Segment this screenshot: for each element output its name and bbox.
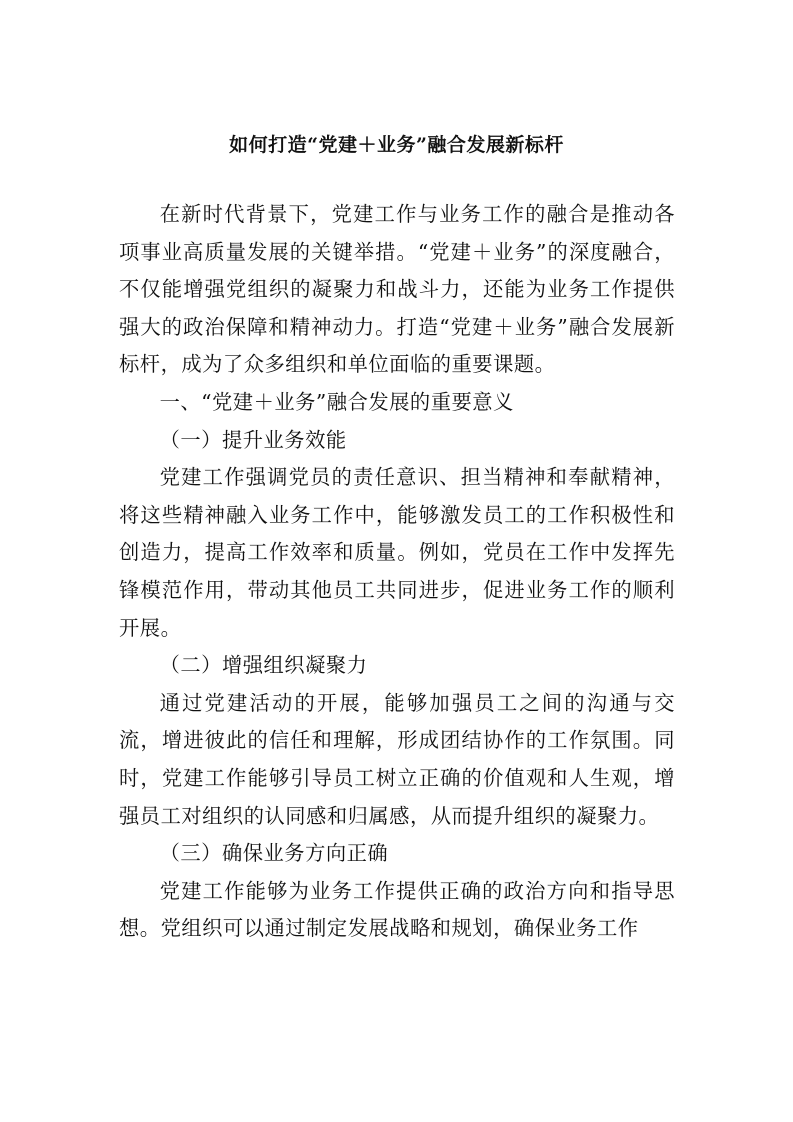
section-1-heading: 一、“党建＋业务”融合发展的重要意义	[159, 389, 514, 414]
subsection-3-heading: （三）确保业务方向正确	[159, 841, 389, 866]
document-title: 如何打造“党建＋业务”融合发展新标杆	[229, 134, 564, 156]
intro-paragraph: 在新时代背景下，党建工作与业务工作的融合是推动各项事业高质量发展的关键举措。“党建＋业务”的深度融合，不仅能增强党组织的凝聚力和战斗力，还能为业务工作提供强大的政治保障和精神动力。打造“党建＋业务”融合发展新标杆，成为了众多组织和单位面临的重要课题。	[119, 202, 675, 377]
document-body	[119, 196, 675, 948]
subsection-2-heading: （二）增强组织凝聚力	[159, 653, 368, 678]
subsection-1-heading: （一）提升业务效能	[159, 427, 347, 452]
subsection-1-paragraph: 党建工作强调党员的责任意识、担当精神和奉献精神，将这些精神融入业务工作中，能够激发员工的工作积极性和创造力，提高工作效率和质量。例如，党员在工作中发挥先锋模范作用，带动其他员工共同进步，促进业务工作的顺利开展。	[119, 465, 675, 640]
subsection-2-paragraph: 通过党建活动的开展，能够加强员工之间的沟通与交流，增进彼此的信任和理解，形成团结协作的工作氛围。同时，党建工作能够引导员工树立正确的价值观和人生观，增强员工对组织的认同感和归属感，从而提升组织的凝聚力。	[119, 690, 675, 828]
subsection-3-paragraph: 党建工作能够为业务工作提供正确的政治方向和指导思想。党组织可以通过制定发展战略和规划，确保业务工作	[119, 878, 675, 941]
